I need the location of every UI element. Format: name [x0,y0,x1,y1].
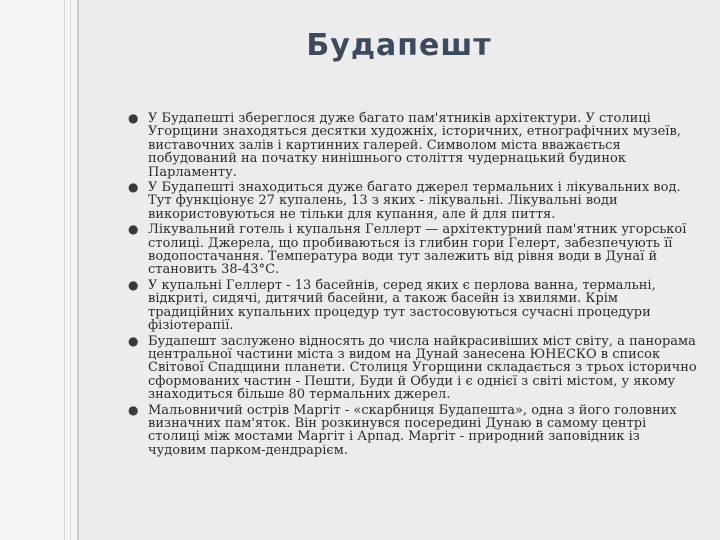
bullet-text: Будапешт заслужено відносять до числа найкрасивіших міст світу, а панорама центральної частини міста з видом на Дунай занесена ЮНЕСКО в список Світової Спадщини планети. Столиця Угорщини складається з трьох історично сформованих частин - Пешти, Буди й Обуди і є однієї з світі містом, у якому знаходиться більше 80 термальних джерел. [148,333,697,403]
bullet-dot-icon: ● [128,402,139,417]
bullet-text: У Будапешті знаходиться дуже багато джерел термальних і лікувальних вод. Тут функціонує 27 купалень, 13 з яких - лікувальні. Лікувальні води використовуються не тільки для купання, але й для пиття. [148,180,681,222]
decorative-line [77,0,79,540]
bullet-item [128,335,700,402]
slide-title: Будапешт [306,28,492,63]
decorative-line [70,0,71,540]
bullet-list [128,112,700,459]
bullet-item [128,223,700,277]
bullet-text: Лікувальний готель і купальня Геллерт — архітектурний пам'ятник угорської столиці. Джерела, що пробиваються із глибин гори Гелерт, забезпечують її водопостачання. Температура води тут залежить від рівня води в Дунаї й становить 38-43°С. [148,222,687,278]
decorative-line [64,0,65,540]
bullet-dot-icon: ● [128,277,139,292]
bullet-dot-icon: ● [128,180,139,195]
bullet-text: У купальні Геллерт - 13 басейнів, серед яких є перлова ванна, термальні, відкриті, сидячі, дитячий басейни, а також басейн із хвилями. Крім традиційних купальних процедур тут застосовуються сучасні процедури фізіотерапії. [148,277,656,334]
bullet-text: У Будапешті збереглося дуже багато пам'ятників архітектури. У столиці Угорщини знаходяться десятки художніх, історичних, етнографічних музеїв, виставочних залів і картинних галерей. Символом міста вважається побудований на початку нинішнього століття чудернацький будинок Парламенту. [148,111,681,180]
bullet-dot-icon: ● [128,222,139,237]
left-decorative-band [0,0,78,540]
bullet-item [128,181,700,221]
bullet-item [128,112,700,179]
bullet-item [128,404,700,458]
bullet-text: Мальовничий острів Маргіт - «скарбниця Будапешта», одна з його головних визначних пам'яток. Він розкинувся посередині Дунаю в самому центрі столиці між мостами Маргіт і Арпад. Маргіт - природний заповідник із чудовим парком-дендрарієм. [148,402,677,458]
bullet-item [128,279,700,333]
bullet-dot-icon: ● [128,111,139,125]
bullet-dot-icon: ● [128,333,139,348]
